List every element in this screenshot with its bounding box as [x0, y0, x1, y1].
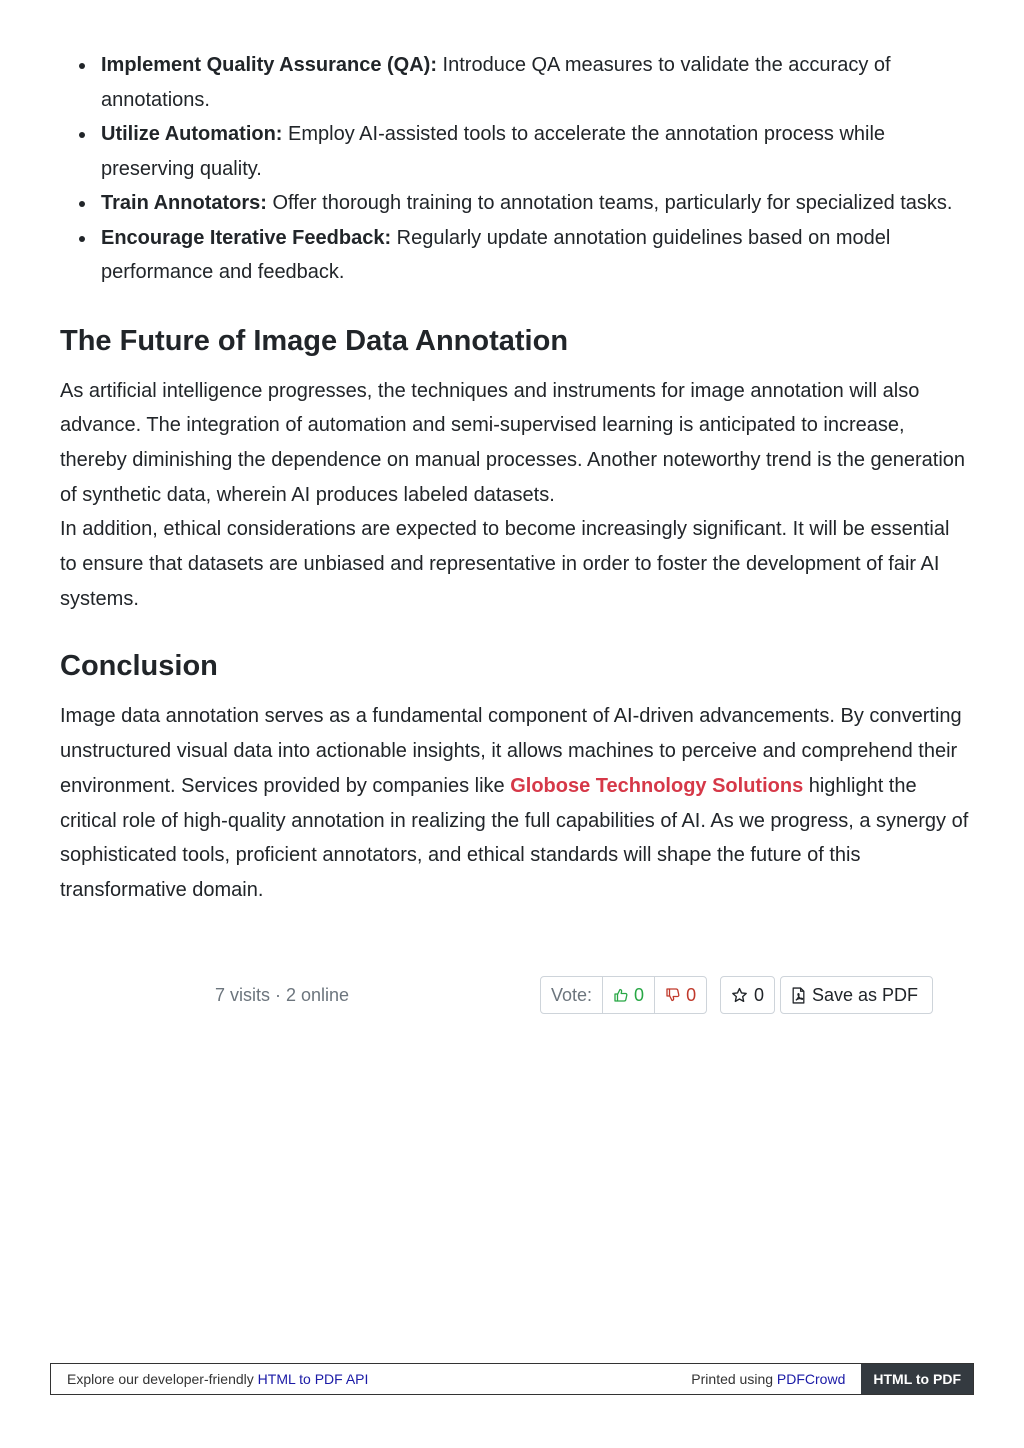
list-item [101, 186, 970, 221]
html-to-pdf-api-link[interactable]: HTML to PDF API [257, 1371, 369, 1387]
future-paragraph-1: As artificial intelligence progresses, the techniques and instruments for image annotation will also advance. The integration of automation and semi-supervised learning is anticipated to increase, thereby diminishing the dependence on manual processes. Another noteworthy trend is the generation of synthetic data, wherein AI produces labeled datasets. [60, 379, 966, 506]
list-item-title: Utilize Automation: [101, 123, 283, 145]
html-to-pdf-badge[interactable]: HTML to PDF [861, 1364, 973, 1394]
conclusion-heading: Conclusion [60, 650, 218, 683]
vote-down-count: 0 [686, 984, 697, 1005]
footer-printed-text: Printed using [691, 1371, 777, 1387]
list-item-text: Employ AI-assisted tools to accelerate the annotation process while preserving quality. [101, 123, 886, 180]
pdfcrowd-link[interactable]: PDFCrowd [776, 1371, 846, 1387]
pdfcrowd-footer [50, 1363, 974, 1395]
conclusion-paragraph [60, 699, 970, 907]
list-item-title: Implement Quality Assurance (QA): [101, 54, 437, 76]
pdf-file-icon [791, 987, 806, 1004]
vote-down-button[interactable] [655, 977, 706, 1013]
list-item [101, 48, 970, 117]
vote-label: Vote: [541, 977, 603, 1013]
company-link[interactable]: Globose Technology Solutions [510, 774, 804, 797]
star-icon [731, 987, 748, 1004]
list-item-text: Regularly update annotation guidelines based on model performance and feedback. [101, 226, 891, 283]
list-item-title: Train Annotators: [101, 192, 267, 214]
best-practices-list [60, 48, 970, 290]
thumbs-down-icon [665, 987, 681, 1003]
vote-up-count: 0 [634, 984, 645, 1005]
thumbs-up-icon [613, 987, 629, 1003]
list-item-text: Offer thorough training to annotation teams, particularly for specialized tasks. [266, 192, 953, 214]
vote-up-button[interactable] [603, 977, 655, 1013]
future-paragraph-2: In addition, ethical considerations are expected to become increasingly significant. It will be essential to ensure that datasets are unbiased and representative in order to foster the development of fair AI systems. [60, 518, 950, 610]
conclusion-text-after: highlight the critical role of high-quality annotation in realizing the full capabilities of AI. As we progress, a synergy of sophisticated tools, proficient annotators, and ethical standards will shape the future of this transformative domain. [60, 774, 969, 901]
favorite-button[interactable] [720, 976, 775, 1014]
list-item [101, 221, 970, 290]
list-item-text: Introduce QA measures to validate the accuracy of annotations. [101, 54, 891, 111]
favorite-count: 0 [754, 984, 765, 1005]
footer-printed [691, 1371, 861, 1387]
save-as-pdf-label: Save as PDF [812, 984, 919, 1005]
article-content [60, 48, 970, 908]
save-as-pdf-button[interactable] [780, 976, 933, 1014]
conclusion-text-before: Image data annotation serves as a fundamental component of AI-driven advancements. By converting unstructured visual data into actionable insights, it allows machines to perceive and comprehend their environment. Services provided by companies like [60, 705, 962, 797]
list-item [101, 117, 970, 186]
visit-stats: 7 visits · 2 online [215, 985, 350, 1005]
vote-group [540, 976, 707, 1014]
list-item-title: Encourage Iterative Feedback: [101, 226, 392, 249]
footer-explore [51, 1371, 691, 1387]
future-heading: The Future of Image Data Annotation [60, 324, 569, 357]
footer-explore-text: Explore our developer-friendly [67, 1371, 258, 1387]
